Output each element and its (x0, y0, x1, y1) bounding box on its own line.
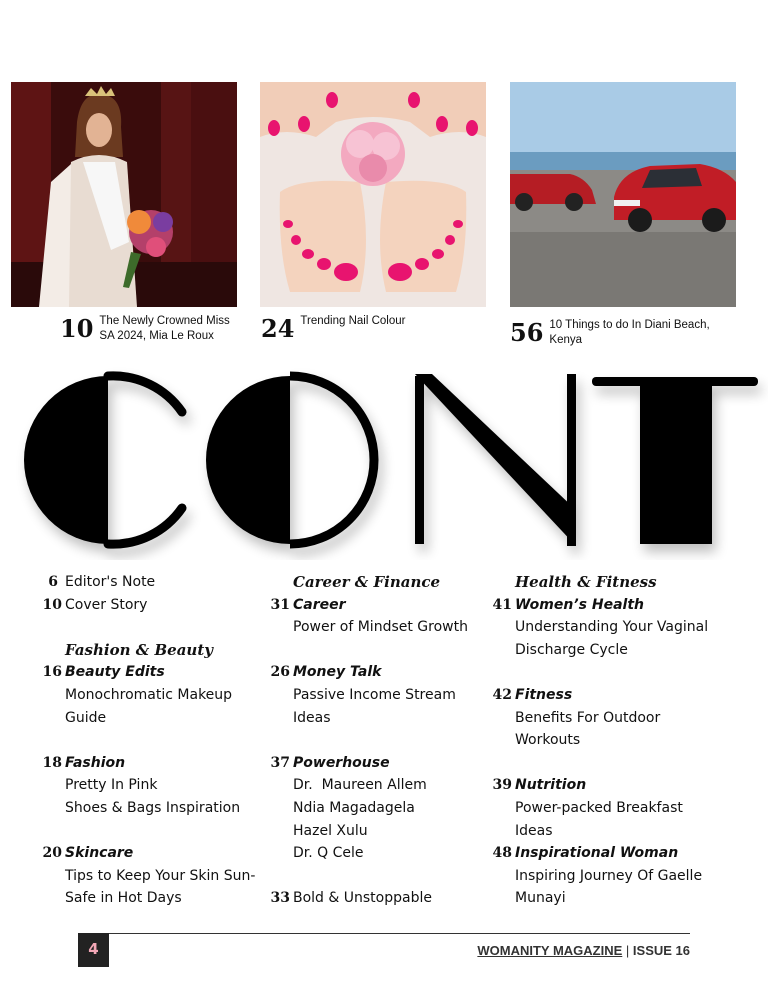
contents-heading (0, 360, 768, 560)
toc-article-title[interactable]: Ndia Magadagela (293, 799, 415, 816)
toc-article-title[interactable]: Tips to Keep Your Skin Sun- (65, 867, 256, 884)
toc-entry-fashion[interactable] (40, 752, 280, 775)
feature-title: 10 Things to do In Diani Beach, Kenya (549, 319, 710, 346)
toc-column-fashion (40, 571, 280, 910)
toc-entry-womens-health[interactable] (490, 594, 730, 617)
toc-entry-cover-story[interactable] (40, 594, 280, 617)
heading-letter-c (24, 376, 182, 544)
toc-article-title[interactable]: Power of Mindset Growth (293, 619, 468, 636)
toc-page-number: 18 (42, 754, 62, 771)
feature-photo-diani-beach (510, 82, 736, 307)
toc-category-label: Fashion (65, 754, 126, 771)
section-heading: Health & Fitness (515, 573, 657, 591)
toc-category-label: Skincare (65, 845, 134, 862)
toc-article-title[interactable]: Discharge Cycle (515, 641, 628, 658)
toc-article-title[interactable]: Munayi (515, 890, 566, 907)
toc-page-number: 10 (42, 596, 62, 613)
toc-article-title[interactable]: Hazel Xulu (293, 822, 368, 839)
toc-entry-inspirational-woman[interactable] (490, 842, 730, 865)
toc-column-health (490, 571, 730, 910)
toc-category-label: Fitness (515, 686, 573, 703)
feature-page-number: 10 (60, 314, 94, 343)
toc-article-title[interactable]: Ideas (293, 709, 331, 726)
toc-entry-fitness[interactable] (490, 684, 730, 707)
toc-page-number: 31 (270, 596, 290, 613)
toc-entry-skincare[interactable] (40, 842, 280, 865)
heading-letter-t (592, 377, 758, 544)
toc-page-number: 41 (492, 596, 512, 613)
toc-entry-nutrition[interactable] (490, 774, 730, 797)
toc-article-title[interactable]: Guide (65, 709, 107, 726)
feature-photo-miss-sa (11, 82, 237, 307)
toc-category-label: Career (293, 596, 346, 613)
toc-category-label: Money Talk (293, 664, 382, 681)
toc-entry-career[interactable] (268, 594, 498, 617)
toc-article-title[interactable]: Monochromatic Makeup (65, 686, 233, 703)
feature-caption[interactable] (261, 314, 481, 342)
toc-entry-editors-note[interactable] (40, 571, 280, 594)
section-heading: Career & Finance (293, 573, 441, 591)
heading-letter-o (206, 376, 374, 544)
toc-article-title[interactable]: Understanding Your Vaginal (515, 619, 709, 636)
feature-caption[interactable] (60, 314, 236, 343)
toc-article-title[interactable]: Dr. Maureen Allem (293, 777, 427, 794)
toc-entry-label: Editor's Note (65, 574, 156, 590)
page-number-badge (78, 933, 109, 967)
toc-category-label: Women’s Health (515, 596, 644, 613)
toc-entry-label: Bold & Unstoppable (293, 890, 432, 907)
magazine-name-link[interactable]: WOMANITY MAGAZINE (477, 943, 623, 958)
toc-page-number: 42 (492, 686, 512, 703)
toc-page-number: 39 (492, 777, 512, 794)
feature-photo-nails (260, 82, 486, 307)
toc-page-number: 20 (42, 845, 62, 862)
feature-page-number: 24 (261, 314, 295, 343)
toc-article-title[interactable]: Benefits For Outdoor (515, 709, 661, 726)
toc-entry-money-talk[interactable] (268, 661, 498, 684)
toc-entry-label: Cover Story (65, 596, 148, 613)
toc-page-number: 6 (48, 574, 58, 590)
toc-category-label: Nutrition (515, 777, 587, 794)
toc-article-title[interactable]: Power-packed Breakfast (515, 799, 683, 816)
page-number: 4 (88, 940, 99, 958)
toc-category-label: Inspirational Woman (515, 845, 679, 862)
toc-entry-beauty-edits[interactable] (40, 661, 280, 684)
feature-title: Trending Nail Colour (300, 315, 406, 327)
toc-entry-bold-unstoppable[interactable] (268, 887, 498, 910)
toc-article-title[interactable]: Pretty In Pink (65, 777, 158, 794)
section-heading: Fashion & Beauty (65, 640, 213, 659)
feature-title: The Newly Crowned Miss SA 2024, Mia Le Roux (99, 315, 230, 342)
heading-letter-n (415, 374, 576, 546)
toc-entry-powerhouse[interactable] (268, 752, 498, 775)
issue-number: ISSUE 16 (632, 943, 690, 958)
feature-caption[interactable] (510, 318, 730, 347)
toc-article-title[interactable]: Dr. Q Cele (293, 845, 364, 862)
feature-page-number: 56 (510, 318, 544, 347)
toc-category-label: Powerhouse (293, 754, 390, 771)
toc-article-title[interactable]: Inspiring Journey Of Gaelle (515, 867, 703, 884)
footer-masthead (477, 943, 690, 958)
toc-page-number: 48 (492, 845, 512, 862)
toc-article-title[interactable]: Safe in Hot Days (65, 890, 182, 907)
toc-page-number: 33 (270, 890, 290, 907)
toc-category-label: Beauty Edits (65, 664, 165, 681)
toc-page-number: 26 (270, 664, 290, 681)
toc-article-title[interactable]: Workouts (515, 732, 581, 749)
toc-page-number: 16 (42, 664, 62, 681)
toc-article-title[interactable]: Ideas (515, 822, 553, 839)
toc-column-career (268, 571, 498, 910)
toc-article-title[interactable]: Shoes & Bags Inspiration (65, 799, 241, 816)
toc-page-number: 37 (270, 754, 290, 771)
toc-article-title[interactable]: Passive Income Stream (293, 686, 456, 703)
footer-divider (78, 933, 690, 934)
footer-separator: | (622, 943, 633, 958)
